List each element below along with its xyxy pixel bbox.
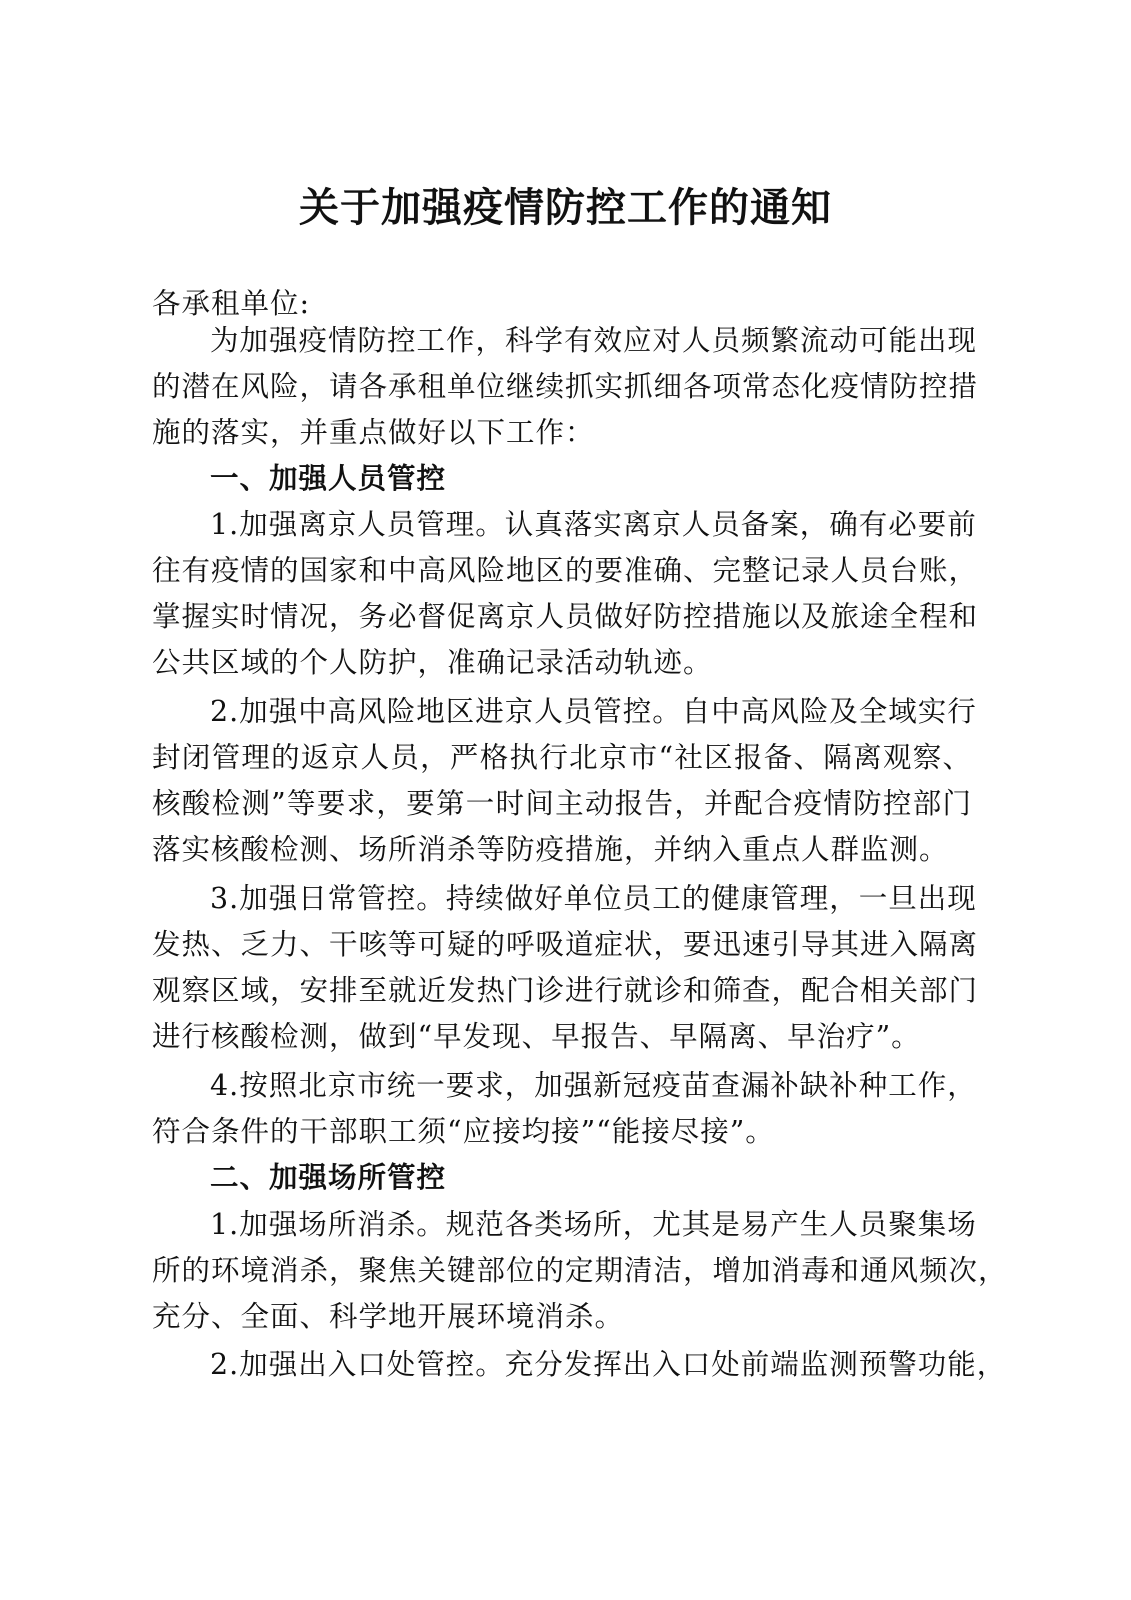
document-title: 关于加强疫情防控工作的通知 (299, 184, 832, 231)
paragraph-line: 公共区域的个人防护，准确记录活动轨迹。 (152, 646, 713, 679)
paragraph-line: 观察区域，安排至就近发热门诊进行就诊和筛查，配合相关部门 (152, 974, 979, 1007)
paragraph-line: 发热、乏力、干咳等可疑的呼吸道症状，要迅速引导其进入隔离 (152, 928, 979, 961)
paragraph-line: 1.加强场所消杀。规范各类场所，尤其是易产生人员聚集场 (210, 1208, 977, 1241)
paragraph-line: 所的环境消杀，聚焦关键部位的定期清洁，增加消毒和通风频次， (152, 1254, 1008, 1287)
paragraph-line: 4.按照北京市统一要求，加强新冠疫苗查漏补缺补种工作， (210, 1069, 977, 1102)
intro-line: 的潜在风险，请各承租单位继续抓实抓细各项常态化疫情防控措 (152, 370, 979, 403)
section-heading-venues: 二、加强场所管控 (210, 1161, 447, 1194)
paragraph-line: 封闭管理的返京人员，严格执行北京市“社区报备、隔离观察、 (152, 741, 972, 774)
paragraph-line: 充分、全面、科学地开展环境消杀。 (152, 1300, 625, 1333)
intro-line: 施的落实，并重点做好以下工作： (152, 416, 595, 449)
paragraph-line: 往有疫情的国家和中高风险地区的要准确、完整记录人员台账， (152, 554, 979, 587)
paragraph-line: 进行核酸检测，做到“早发现、早报告、早隔离、早治疗”。 (152, 1020, 921, 1053)
paragraph-line: 2.加强出入口处管控。充分发挥出入口处前端监测预警功能， (210, 1348, 1007, 1381)
paragraph-line: 符合条件的干部职工须“应接均接”“能接尽接”。 (152, 1115, 775, 1148)
paragraph-line: 1.加强离京人员管理。认真落实离京人员备案，确有必要前 (210, 508, 977, 541)
paragraph-line: 2.加强中高风险地区进京人员管控。自中高风险及全域实行 (210, 695, 977, 728)
intro-line: 为加强疫情防控工作，科学有效应对人员频繁流动可能出现 (210, 324, 978, 357)
salutation: 各承租单位: (152, 287, 311, 320)
paragraph-line: 掌握实时情况，务必督促离京人员做好防控措施以及旅途全程和 (152, 600, 979, 633)
paragraph-line: 落实核酸检测、场所消杀等防疫措施，并纳入重点人群监测。 (152, 833, 949, 866)
paragraph-line: 3.加强日常管控。持续做好单位员工的健康管理，一旦出现 (210, 882, 977, 915)
section-heading-personnel: 一、加强人员管控 (210, 462, 447, 495)
paragraph-line: 核酸检测”等要求，要第一时间主动报告，并配合疫情防控部门 (152, 787, 972, 820)
